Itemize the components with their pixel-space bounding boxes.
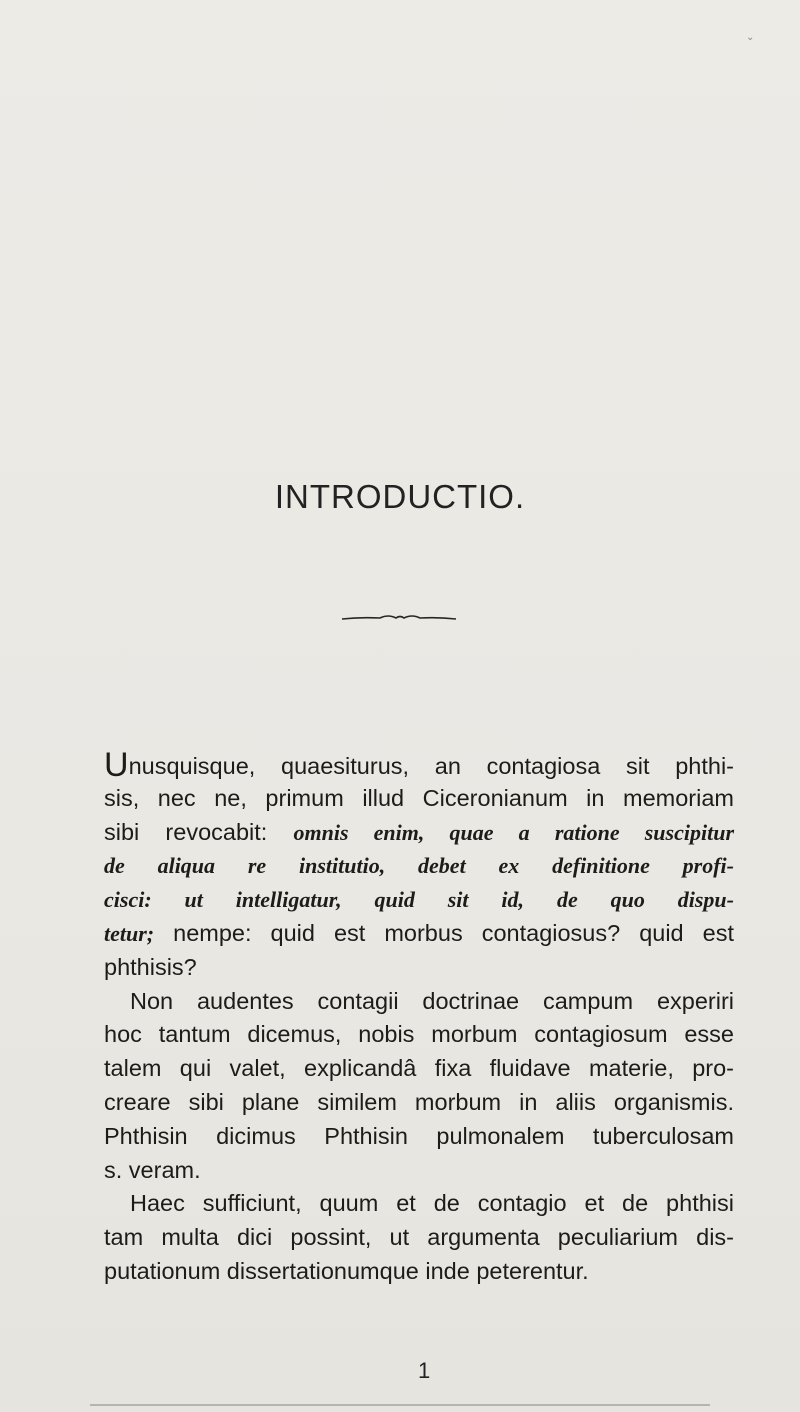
italic-text: omnis enim, quae a ratione suscipitur bbox=[293, 819, 735, 845]
text-line bbox=[104, 1154, 734, 1188]
text-line bbox=[104, 1018, 734, 1052]
text-span: talem qui valet, explicandâ fixa fluidave materie, pro- bbox=[104, 1055, 734, 1082]
initial-letter: U bbox=[104, 746, 129, 784]
paragraph bbox=[104, 1187, 734, 1288]
paragraph bbox=[104, 985, 734, 1188]
page-number: 1 bbox=[418, 1358, 431, 1383]
corner-mark: ⌄ bbox=[746, 32, 755, 43]
text-line bbox=[104, 1086, 734, 1120]
italic-text: cisci: ut intelligatur, quid sit id, de quo dispu- bbox=[104, 887, 734, 913]
text-span: nempe: quid est morbus contagiosus? quid est bbox=[154, 919, 734, 946]
page-title: INTRODUCTIO. bbox=[274, 478, 526, 515]
paragraph bbox=[104, 748, 734, 985]
text-span: sibi revocabit: bbox=[104, 818, 294, 845]
text-span: sis, nec ne, primum illud Ciceronianum in memoriam bbox=[104, 784, 734, 811]
text-span: putationum dissertationumque inde peterentur. bbox=[104, 1257, 589, 1284]
text-span: tam multa dici possint, ut argumenta peculiarium dis- bbox=[104, 1224, 734, 1251]
text-line bbox=[104, 883, 734, 917]
text-line bbox=[104, 816, 734, 850]
text-line bbox=[104, 1187, 734, 1221]
body-text bbox=[104, 748, 734, 1289]
text-line bbox=[104, 917, 734, 951]
text-span: Haec sufficiunt, quum et de contagio et de phthisi bbox=[130, 1190, 734, 1217]
text-span: phthisis? bbox=[104, 953, 197, 980]
title-ornament bbox=[340, 614, 458, 622]
text-line bbox=[104, 1221, 734, 1255]
text-span: nusquisque, quaesiturus, an contagiosa sit phthi- bbox=[128, 753, 734, 779]
text-line bbox=[104, 748, 734, 782]
text-line bbox=[104, 1255, 734, 1289]
text-line bbox=[104, 985, 734, 1019]
text-line bbox=[104, 1120, 734, 1154]
text-span: hoc tantum dicemus, nobis morbum contagiosum esse bbox=[104, 1021, 734, 1048]
text-span: Non audentes contagii doctrinae campum experiri bbox=[130, 987, 734, 1014]
text-line bbox=[104, 849, 734, 883]
text-line bbox=[104, 782, 734, 816]
text-span: s. veram. bbox=[104, 1156, 201, 1183]
italic-text: tetur; bbox=[104, 920, 155, 946]
bottom-rule bbox=[90, 1404, 710, 1406]
text-span: Phthisin dicimus Phthisin pulmonalem tuberculosam bbox=[104, 1122, 734, 1149]
text-span: creare sibi plane similem morbum in aliis organismis. bbox=[104, 1088, 734, 1115]
text-line bbox=[104, 951, 734, 985]
text-line bbox=[104, 1052, 734, 1086]
italic-text: de aliqua re institutio, debet ex definitione profi- bbox=[104, 853, 734, 879]
